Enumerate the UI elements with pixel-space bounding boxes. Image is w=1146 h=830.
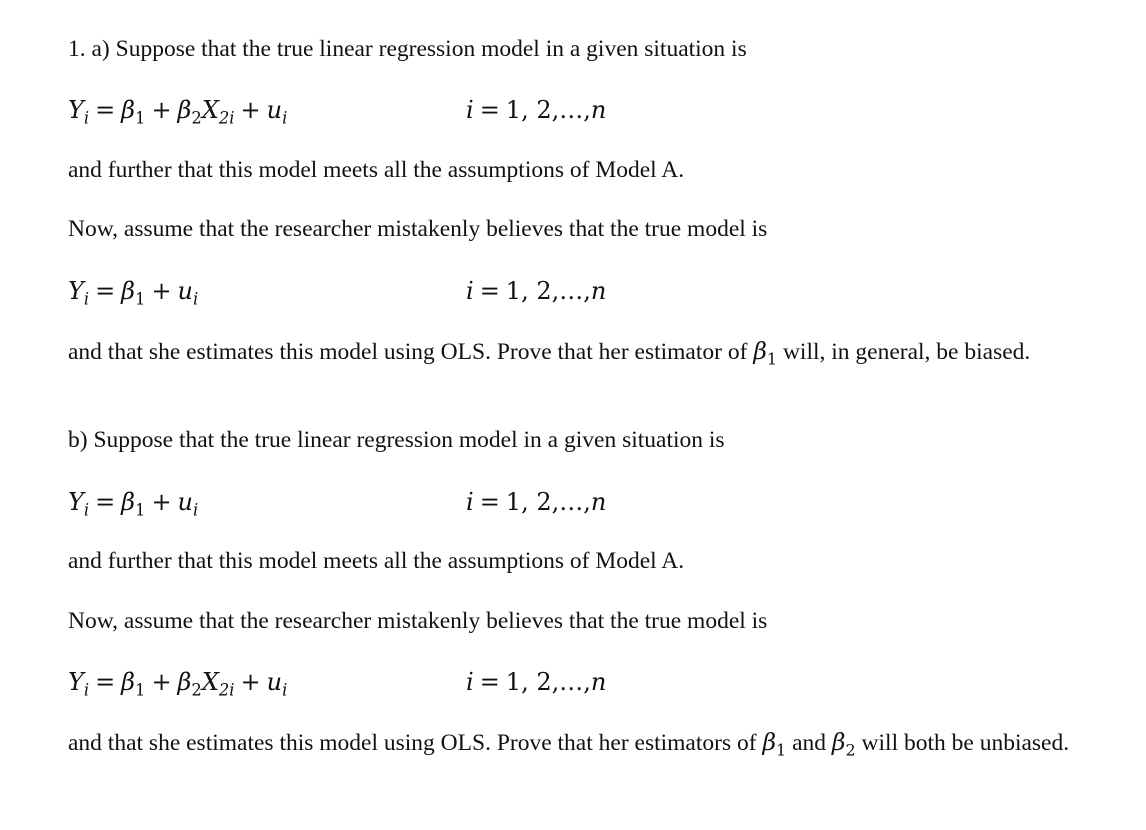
equation-lhs: $Y_i = \beta_1 + \beta_2X_{2i} + u_i$ bbox=[68, 96, 288, 128]
part-b-true-model-equation bbox=[68, 484, 768, 520]
part-a-true-model-equation bbox=[68, 92, 768, 128]
equation-lhs: $Y_i = \beta_1 + \beta_2X_{2i} + u_i$ bbox=[68, 668, 288, 700]
equation-index-range: i = 1, 2,…,n bbox=[466, 277, 607, 305]
part-a-intro: 1. a) Suppose that the true linear regression model in a given situation is bbox=[68, 36, 747, 62]
part-b-mistake: Now, assume that the researcher mistakenly believes that the true model is bbox=[68, 608, 768, 634]
equation-index-range: i = 1, 2,…,n bbox=[466, 96, 607, 124]
part-b-prove-statement: and that she estimates this model using OLS. Prove that her estimators of $\beta_1$ and $\beta_2$ will both be unbiased. bbox=[68, 728, 1070, 760]
part-a-mistake: Now, assume that the researcher mistakenly believes that the true model is bbox=[68, 216, 768, 242]
part-a-assumptions: and further that this model meets all the assumptions of Model A. bbox=[68, 157, 685, 183]
equation-index-range: i = 1, 2,…,n bbox=[466, 668, 607, 696]
equation-lhs: $Y_i = \beta_1 + u_i$ bbox=[68, 277, 199, 309]
part-b-intro: b) Suppose that the true linear regression model in a given situation is bbox=[68, 427, 725, 453]
equation-index-range: i = 1, 2,…,n bbox=[466, 488, 607, 516]
part-a-wrong-model-equation bbox=[68, 273, 768, 309]
part-b-wrong-model-equation bbox=[68, 664, 768, 700]
equation-lhs: $Y_i = \beta_1 + u_i$ bbox=[68, 488, 199, 520]
part-a-prove-statement: and that she estimates this model using OLS. Prove that her estimator of $\beta_1$ will, in general, be biased. bbox=[68, 337, 1031, 369]
part-b-assumptions: and further that this model meets all the assumptions of Model A. bbox=[68, 548, 685, 574]
